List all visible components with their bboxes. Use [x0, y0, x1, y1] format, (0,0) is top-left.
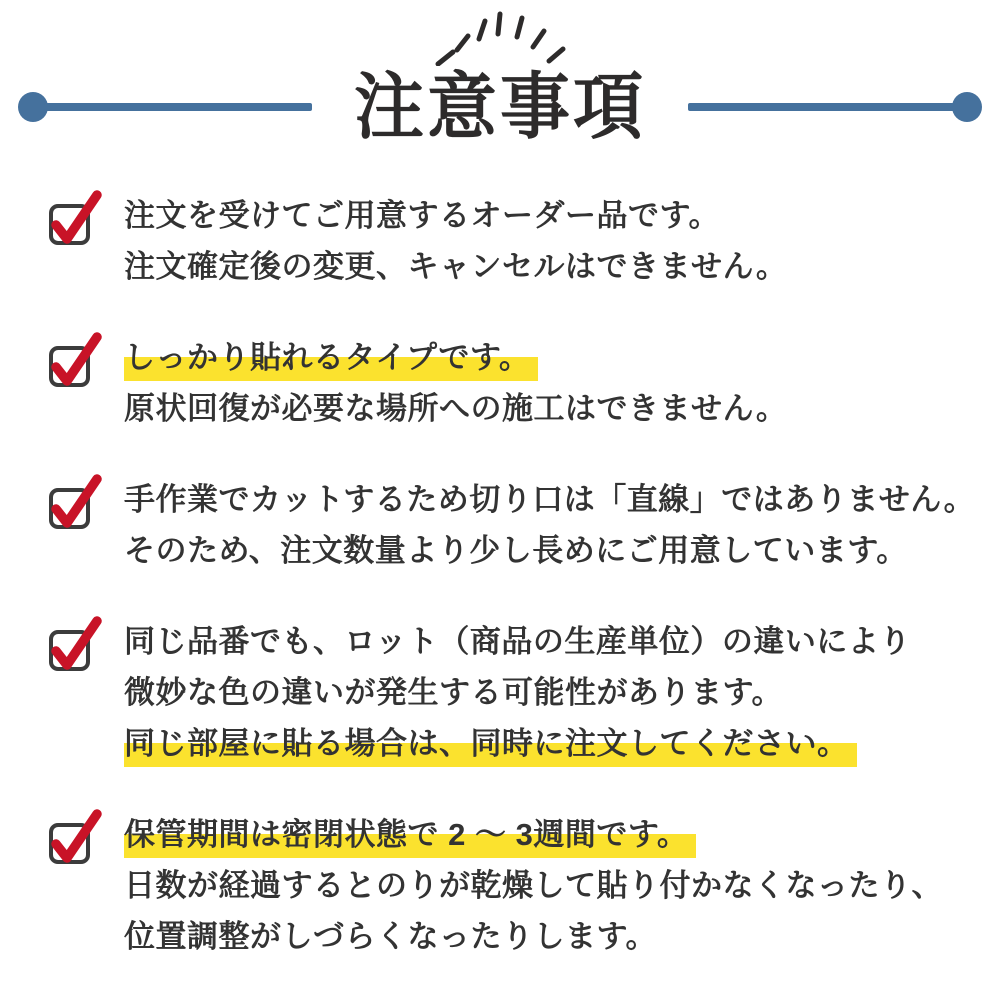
item-text	[124, 809, 943, 962]
notice-line: 手作業でカットするため切り口は「直線」ではありません。	[124, 482, 976, 517]
notice-line: しっかり貼れるタイプです。	[124, 340, 538, 381]
checkbox-checked-icon	[46, 805, 104, 872]
notice-line: 保管期間は密閉状態で 2 ～ 3週間です。	[124, 817, 696, 858]
notice-line: 注文確定後の変更、キャンセルはできません。	[124, 249, 788, 284]
checkbox-checked-icon	[46, 612, 104, 679]
list-item	[46, 474, 980, 576]
notice-line: 注文を受けてご用意するオーダー品です。	[124, 198, 721, 233]
emphasis-rays-icon	[0, 6, 1000, 66]
left-rule	[44, 103, 312, 111]
notice-line: 位置調整がしづらくなったりします。	[124, 919, 658, 954]
checkbox-checked-icon	[46, 328, 104, 395]
list-item	[46, 190, 980, 292]
item-text	[124, 474, 975, 576]
notice-line: 同じ部屋に貼る場合は、同時に注文してください。	[124, 726, 857, 767]
notice-line: そのため、注文数量より少し長めにご用意しています。	[124, 533, 908, 568]
notice-line: 微妙な色の違いが発生する可能性があります。	[124, 675, 784, 710]
page-title: 注意事項	[354, 66, 646, 148]
notice-line: 原状回復が必要な場所への施工はできません。	[124, 391, 788, 426]
notice-line: 日数が経過するとのりが乾燥して貼り付かなくなったり、	[124, 868, 943, 903]
list-item	[46, 809, 980, 962]
title-row	[0, 68, 1000, 146]
notice-line: 同じ品番でも、ロット（商品の生産単位）の違いにより	[124, 624, 911, 659]
notice-list	[0, 190, 1000, 962]
checkbox-checked-icon	[46, 186, 104, 253]
right-end-dot	[952, 92, 982, 122]
item-text	[124, 190, 787, 292]
item-text	[124, 616, 911, 769]
list-item	[46, 332, 980, 434]
right-rule	[688, 103, 956, 111]
item-text	[124, 332, 787, 434]
checkbox-checked-icon	[46, 470, 104, 537]
list-item	[46, 616, 980, 769]
